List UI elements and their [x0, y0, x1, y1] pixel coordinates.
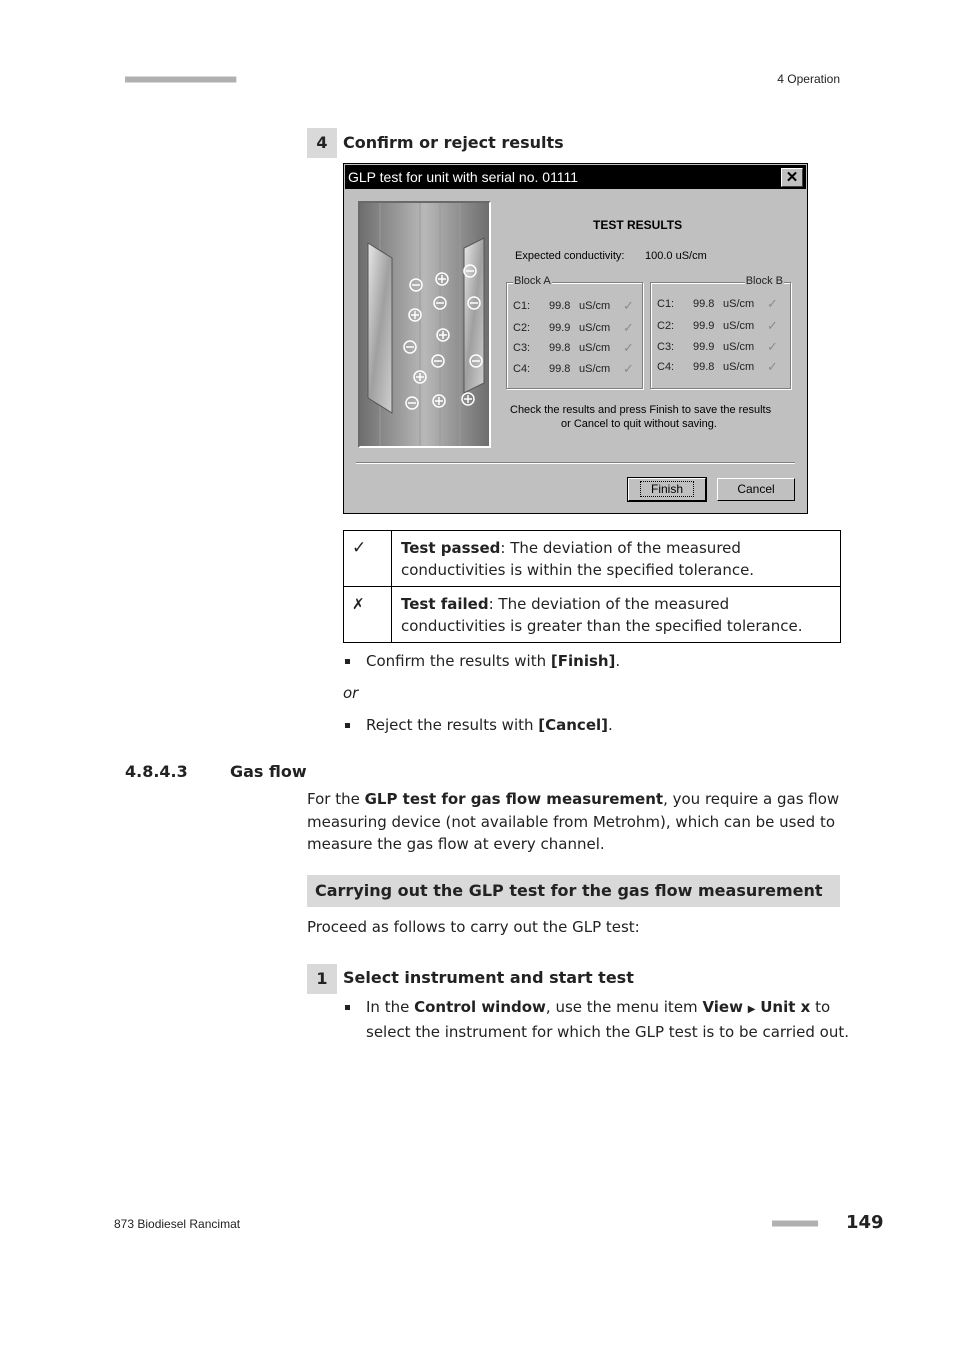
block-a-row-c4 — [513, 361, 634, 376]
block-a-group — [506, 275, 643, 389]
channel-unit: uS/cm — [723, 341, 755, 353]
bullet-reject — [366, 714, 613, 736]
channel-unit: uS/cm — [579, 300, 611, 312]
channel-label: C3: — [657, 341, 675, 353]
dialog-instruction-line1: Check the results and press Finish to save the results — [510, 404, 772, 416]
step1-bullet — [366, 996, 849, 1043]
channel-value: 99.9 — [693, 320, 715, 332]
procedure-intro: Proceed as follows to carry out the GLP test: — [307, 918, 640, 936]
block-a-row-c2 — [513, 320, 634, 335]
intro-line-1 — [307, 788, 841, 811]
bullet-confirm — [366, 650, 620, 672]
step1-line-1 — [366, 996, 849, 1021]
channel-value: 99.9 — [549, 322, 571, 334]
section-number: 4.8.4.3 — [125, 762, 188, 781]
channel-label: C4: — [657, 361, 675, 373]
step-title-1: Select instrument and start test — [343, 968, 634, 987]
finish-reference: [Finish] — [550, 652, 616, 670]
channel-label: C4: — [513, 363, 531, 375]
block-b-row-c2 — [657, 318, 778, 333]
check-icon: ✓ — [767, 318, 778, 333]
step-number-4: 4 — [307, 128, 337, 158]
channel-value: 99.8 — [549, 363, 571, 375]
block-a-label: Block A — [514, 275, 551, 287]
bullet-text-mid: , use the menu item — [545, 998, 703, 1016]
intro-text: For the — [307, 790, 365, 808]
electrode-illustration — [360, 203, 489, 446]
page-number: 149 — [846, 1212, 884, 1233]
channel-unit: uS/cm — [723, 320, 755, 332]
block-b-row-c3 — [657, 339, 778, 354]
check-icon: ✓ — [767, 339, 778, 354]
bullet-text: Confirm the results with — [366, 652, 551, 670]
check-icon: ✓ — [767, 359, 778, 374]
control-window-reference: Control window — [414, 998, 546, 1016]
failed-term: Test failed — [401, 595, 489, 613]
block-a-row-c3 — [513, 340, 634, 355]
channel-unit: uS/cm — [723, 298, 755, 310]
failed-text: : The deviation of the measured conductivities is greater than the specified tolerance. — [401, 595, 803, 635]
dialog-title-bar — [345, 165, 806, 189]
channel-value: 99.9 — [693, 341, 715, 353]
dialog-instruction-line2: or Cancel to quit without saving. — [561, 418, 717, 430]
footer-product-name: 873 Biodiesel Rancimat — [114, 1217, 241, 1231]
channel-value: 99.8 — [693, 361, 715, 373]
section-title: Gas flow — [230, 762, 307, 781]
unit-x-reference: Unit x — [760, 998, 811, 1016]
channel-label: C2: — [513, 322, 531, 334]
check-icon: ✓ — [623, 320, 634, 335]
bullet-marker — [345, 659, 350, 664]
channel-unit: uS/cm — [723, 361, 755, 373]
passed-description — [392, 531, 841, 587]
step-title-4: Confirm or reject results — [343, 133, 564, 152]
intro-line-3: measure the gas flow at every channel. — [307, 835, 605, 853]
procedure-heading: Carrying out the GLP test for the gas flow measurement — [307, 875, 840, 907]
expected-conductivity-label: Expected conductivity: — [515, 250, 625, 262]
finish-button[interactable] — [628, 478, 706, 501]
block-a-row-c1 — [513, 298, 634, 313]
step1-line-2: select the instrument for which the GLP test is to be carried out. — [366, 1023, 849, 1041]
block-b-row-c4 — [657, 359, 778, 374]
channel-value: 99.8 — [693, 298, 715, 310]
bullet-marker — [345, 1005, 350, 1010]
intro-text-end: , you require a gas flow — [663, 790, 840, 808]
cancel-reference: [Cancel] — [538, 716, 608, 734]
header-decoration: ■■■■■■■■■■■■■■■■■■■■■■ — [125, 74, 236, 85]
finish-button-label: Finish — [640, 481, 694, 497]
check-icon: ✓ — [767, 296, 778, 311]
header-section-title: 4 Operation — [777, 72, 840, 86]
result-legend-table — [343, 530, 841, 643]
block-b-label: Block B — [745, 275, 783, 287]
bullet-marker — [345, 723, 350, 728]
bullet-text-end: . — [608, 716, 613, 734]
channel-value: 99.8 — [549, 342, 571, 354]
block-b-group — [650, 275, 791, 389]
passed-text: : The deviation of the measured conductivities is within the specified tolerance. — [401, 539, 755, 579]
conductivity-cell-illustration — [358, 201, 491, 448]
close-icon[interactable]: ✕ — [781, 168, 803, 187]
passed-icon: ✓ — [344, 531, 392, 587]
dialog-title: GLP test for unit with serial no. 01111 — [348, 169, 579, 185]
check-icon: ✓ — [623, 298, 634, 313]
channel-label: C3: — [513, 342, 531, 354]
channel-unit: uS/cm — [579, 322, 611, 334]
view-menu-reference: View — [702, 998, 743, 1016]
channel-label: C1: — [657, 298, 675, 310]
check-icon: ✓ — [623, 361, 634, 376]
or-separator: or — [343, 684, 359, 702]
channel-unit: uS/cm — [579, 363, 611, 375]
section-intro — [307, 788, 841, 856]
failed-description — [392, 587, 841, 643]
cancel-button[interactable]: Cancel — [717, 478, 795, 501]
block-b-row-c1 — [657, 296, 778, 311]
intro-line-2: measuring device (not available from Metrohm), which can be used to — [307, 812, 836, 831]
glp-test-dialog — [343, 163, 808, 514]
menu-arrow-icon: ▶ — [747, 1004, 756, 1015]
legend-row-failed — [344, 587, 841, 643]
bullet-text: In the — [366, 998, 415, 1016]
passed-term: Test passed — [401, 539, 501, 557]
channel-value: 99.8 — [549, 300, 571, 312]
intro-term: GLP test for gas flow measurement — [364, 790, 664, 808]
channel-label: C1: — [513, 300, 531, 312]
channel-label: C2: — [657, 320, 675, 332]
step-number-1: 1 — [307, 964, 337, 994]
failed-icon: ✗ — [344, 587, 392, 643]
channel-unit: uS/cm — [579, 342, 611, 354]
bullet-text: Reject the results with — [366, 716, 539, 734]
test-results-heading: TEST RESULTS — [593, 218, 683, 232]
bullet-text-end: to — [810, 998, 831, 1016]
expected-conductivity-value: 100.0 uS/cm — [645, 250, 707, 262]
dialog-separator — [356, 462, 795, 464]
bullet-text-end: . — [615, 652, 621, 670]
check-icon: ✓ — [623, 340, 634, 355]
footer-decoration: ■■■■■■■■■ — [772, 1218, 818, 1229]
legend-row-passed — [344, 531, 841, 587]
